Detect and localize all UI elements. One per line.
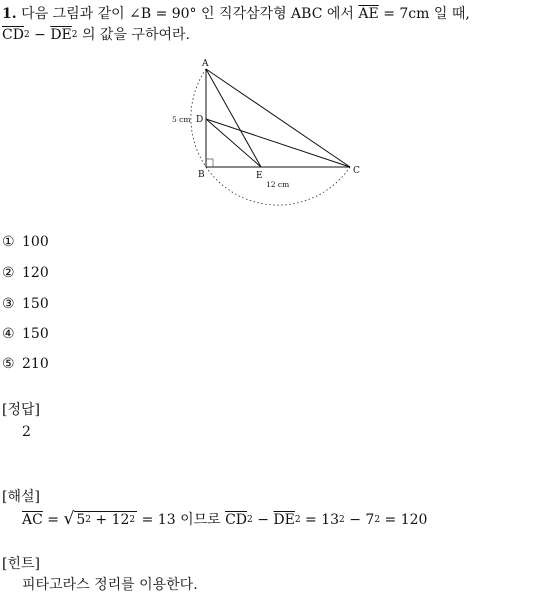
- right-angle-mark: [206, 159, 213, 167]
- answer-label: [정답]: [2, 402, 40, 418]
- minus-sign: −: [34, 27, 46, 43]
- segment-cd: $\overline{CD}$: [2, 27, 24, 43]
- square-exponent: 2: [71, 30, 78, 40]
- radicand-term: 5: [76, 512, 86, 528]
- square-exponent: 2: [374, 515, 381, 525]
- explanation-formula: [22, 509, 427, 529]
- minus-sign: −: [257, 512, 269, 528]
- square-exponent: 2: [23, 30, 30, 40]
- segment-ae: $\overline{AE}$: [358, 6, 379, 22]
- sqrt-icon: √: [63, 509, 75, 529]
- square-exponent: 2: [339, 515, 345, 525]
- question-suffix: 의 값을 구하여라.: [81, 27, 190, 43]
- square-exponent: 2: [85, 515, 91, 525]
- choice-marker: ①: [2, 234, 15, 250]
- answer-value: 2: [22, 424, 31, 440]
- result-value: = 13: [305, 512, 340, 528]
- choice-5[interactable]: [2, 356, 49, 372]
- explanation-connector: 이므로: [180, 512, 221, 528]
- square-exponent: 2: [294, 515, 301, 525]
- choice-2[interactable]: [2, 265, 49, 281]
- hint-text: 피타고라스 정리를 이용한다.: [22, 577, 198, 593]
- label-e: E: [256, 171, 263, 181]
- length-bc-label: 12 cm: [266, 180, 290, 189]
- choice-marker: ②: [2, 265, 15, 281]
- segment-de: $\overline{DE}$: [273, 512, 295, 528]
- question-prefix: 다음 그림과 같이 ∠B = 90° 인 직각삼각형 ABC 에서: [21, 6, 354, 22]
- segment-de: $\overline{DE}$: [50, 27, 72, 43]
- choice-marker: ⑤: [2, 356, 15, 372]
- radicand: [74, 511, 137, 528]
- explanation-label: [해설]: [2, 489, 40, 505]
- choice-marker: ④: [2, 326, 15, 342]
- label-d: D: [196, 115, 204, 125]
- choice-value: 150: [22, 296, 49, 312]
- segment-ae-line: [206, 69, 261, 167]
- triangle-diagram: [0, 0, 534, 240]
- equals-sign: =: [47, 512, 60, 528]
- length-ab-label: 5 cm: [172, 115, 191, 124]
- label-b: B: [198, 170, 205, 180]
- question-number: 1.: [2, 6, 17, 22]
- label-c: C: [353, 166, 360, 176]
- choice-value: 150: [22, 326, 49, 342]
- square-exponent: 2: [247, 515, 253, 525]
- choice-4[interactable]: [2, 326, 49, 342]
- choice-marker: ③: [2, 296, 15, 312]
- segment-ac-line: [206, 69, 350, 167]
- radicand-term: + 12: [95, 512, 130, 528]
- minus-term: − 7: [349, 512, 375, 528]
- choice-value: 210: [22, 356, 49, 372]
- choice-1[interactable]: [2, 234, 49, 250]
- hint-label: [힌트]: [2, 556, 40, 572]
- result-value: = 120: [384, 512, 428, 528]
- square-exponent: 2: [129, 515, 136, 525]
- label-a: A: [202, 59, 209, 69]
- segment-dc-line: [206, 119, 350, 167]
- question-equals: = 7cm 일 때,: [383, 6, 470, 22]
- segment-ac: $\overline{AC}$: [22, 512, 43, 528]
- choice-value: 120: [22, 265, 49, 281]
- choice-value: 100: [22, 234, 49, 250]
- segment-cd: $\overline{CD}$: [225, 512, 248, 528]
- segment-de-line: [206, 119, 261, 167]
- result-value: = 13: [141, 512, 176, 528]
- choice-3[interactable]: [2, 296, 49, 312]
